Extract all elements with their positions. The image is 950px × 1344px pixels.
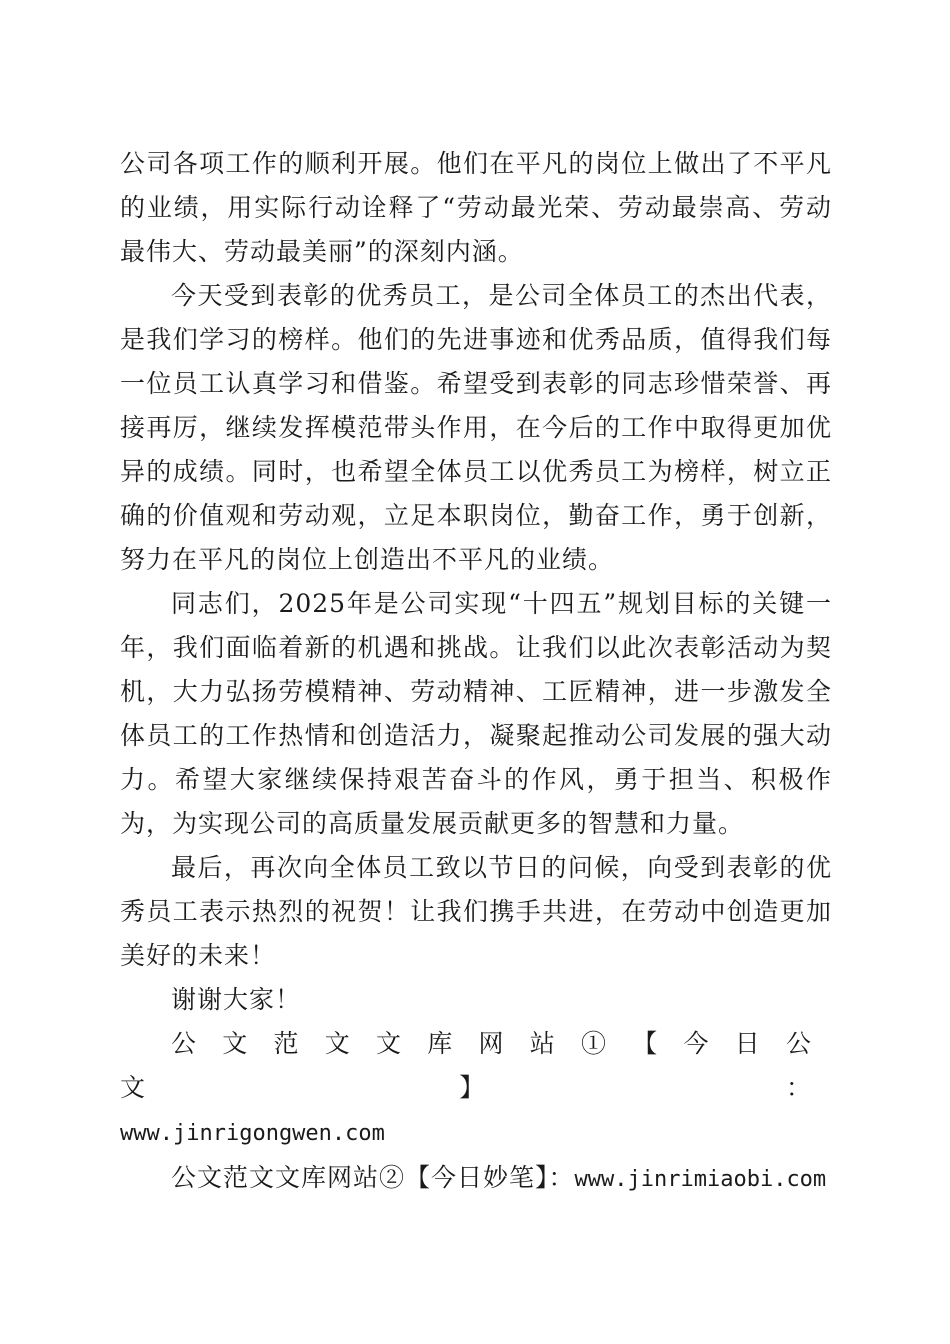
paragraph-closing-greeting: 最后，再次向全体员工致以节日的问候，向受到表彰的优秀员工表示热烈的祝贺！让我们携手共进，在劳动中创造更加美好的未来！ <box>120 853 832 970</box>
site-2-url[interactable]: www.jinrimiaobi.com <box>574 1167 827 1192</box>
site-1-url[interactable]: www.jinrigongwen.com <box>120 1121 385 1146</box>
paragraph-call-to-action: 同志们，2025年是公司实现“十四五”规划目标的关键一年，我们面临着新的机遇和挑战。让我们以此次表彰活动为契机，大力弘扬劳模精神、劳动精神、工匠精神，进一步激发全体员工的工作热情和创造活力，凝聚起推动公司发展的强大动力。希望大家继续保持艰苦奋斗的作风，勇于担当、积极作为，为实现公司的高质量发展贡献更多的智慧和力量。 <box>120 589 832 838</box>
paragraph-continuation: 公司各项工作的顺利开展。他们在平凡的岗位上做出了不平凡的业绩，用实际行动诠释了“劳动最光荣、劳动最崇高、劳动最伟大、劳动最美丽”的深刻内涵。 <box>120 149 832 266</box>
document-body <box>120 142 832 1202</box>
site-1-line <box>120 1022 832 1110</box>
paragraph-commendation: 今天受到表彰的优秀员工，是公司全体员工的杰出代表，是我们学习的榜样。他们的先进事迹和优秀品质，值得我们每一位员工认真学习和借鉴。希望受到表彰的同志珍惜荣誉、再接再厉，继续发挥模范带头作用，在今后的工作中取得更加优异的成绩。同时，也希望全体员工以优秀员工为榜样，树立正确的价值观和劳动观，立足本职岗位，勤奋工作，勇于创新，努力在平凡的岗位上创造出不平凡的业绩。 <box>120 281 832 574</box>
site-1-url-line <box>120 1110 832 1156</box>
site-2-label: 公文范文文库网站②【今日妙笔】： <box>171 1163 575 1192</box>
paragraph-thanks: 谢谢大家！ <box>171 985 302 1014</box>
site-1-label: 公文范文文库网站①【今日公文】： <box>120 1029 832 1102</box>
site-2-line <box>120 1156 832 1202</box>
